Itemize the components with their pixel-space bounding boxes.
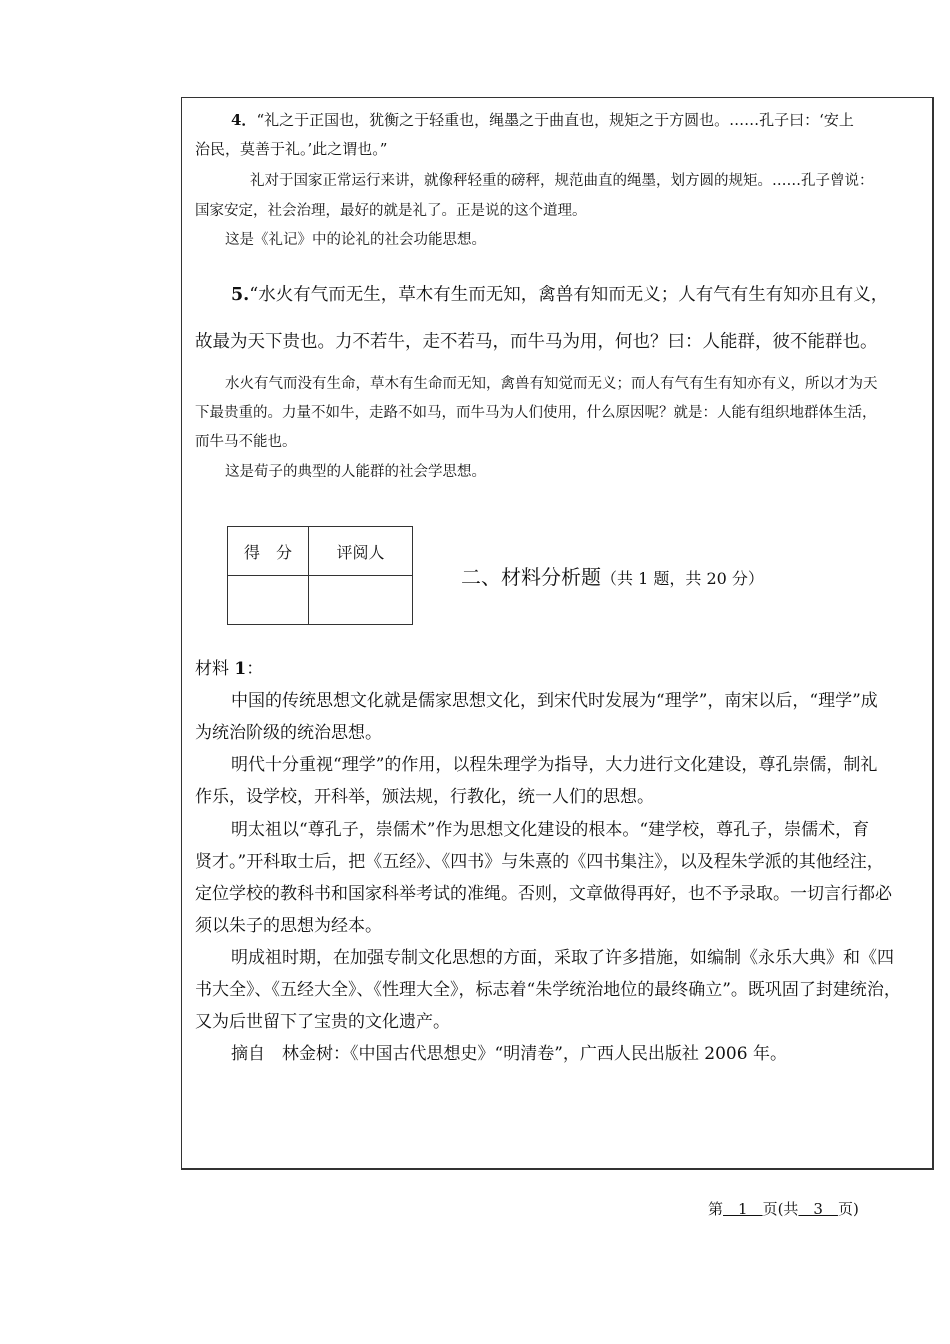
reviewer-header: 评阅人 xyxy=(309,527,413,576)
q4-comment: 这是《礼记》中的论礼的社会功能思想。 xyxy=(225,232,486,248)
material-line: 又为后世留下了宝贵的文化遗产。 xyxy=(195,1012,450,1032)
material-label: 材料 1： xyxy=(195,659,264,679)
q5-translation-line1: 水火有气而没有生命，草木有生命而无知，禽兽有知觉而无义；而人有气有生有知亦有义，所以才为天 xyxy=(225,376,878,392)
q5-comment: 这是荀子的典型的人能群的社会学思想。 xyxy=(225,464,486,480)
q5-quote-line2: 故最为天下贵也。力不若牛，走不若马，而牛马为用，何也？曰：人能群，彼不能群也。 xyxy=(195,332,878,352)
material-line: 作乐，设学校，开科举，颁法规，行教化，统一人们的思想。 xyxy=(195,787,654,807)
material-line: 贤才。”开科取士后，把《五经》、《四书》与朱熹的《四书集注》，以及程朱学派的其他经注， xyxy=(195,852,884,872)
material-line: 中国的传统思想文化就是儒家思想文化，到宋代时发展为“理学”，南宋以后，“理学”成 xyxy=(231,691,878,711)
q4-quote-line1: 4．“礼之于正国也，犹衡之于轻重也，绳墨之于曲直也，规矩之于方圆也。……孔子曰：‘安上 xyxy=(231,111,854,129)
q4-translation-line1: 礼对于国家正常运行来讲，就像秤轻重的磅秤，规范曲直的绳墨，划方圆的规矩。……孔子曾说： xyxy=(250,173,874,189)
material-line: 须以朱子的思想为经本。 xyxy=(195,916,382,936)
page-number: 第 1 页(共 3 页) xyxy=(708,1200,859,1218)
q5-quote-line1: 5.“水火有气而无生，草木有生而无知，禽兽有知而无义；人有气有生有知亦且有义， xyxy=(231,285,889,305)
material-line: 书大全》、《五经大全》、《性理大全》，标志着“朱学统治地位的最终确立”。既巩固了封建统治， xyxy=(195,980,901,1000)
q4-translation-line2: 国家安定，社会治理，最好的就是礼了。正是说的这个道理。 xyxy=(195,203,587,219)
q4-number: 4． xyxy=(231,111,257,129)
section-title: 二、材料分析题（共 1 题，共 20 分） xyxy=(461,565,764,589)
q5-number: 5. xyxy=(231,285,250,305)
q5-translation-line3: 而牛马不能也。 xyxy=(195,434,297,450)
material-citation: 摘自 林金树：《中国古代思想史》“明清卷”，广西人民出版社 2006 年。 xyxy=(231,1044,787,1064)
material-line: 明太祖以“尊孔子，崇儒术”作为思想文化建设的根本。“建学校，尊孔子，崇儒术，育 xyxy=(231,820,870,840)
reviewer-cell[interactable] xyxy=(309,576,413,625)
q4-quote-line2: 治民，莫善于礼。’此之谓也。” xyxy=(195,140,388,158)
score-table xyxy=(227,526,413,625)
score-cell[interactable] xyxy=(228,576,309,625)
material-line: 明成祖时期，在加强专制文化思想的方面，采取了许多措施，如编制《永乐大典》和《四 xyxy=(231,948,894,968)
section-note: （共 1 题，共 20 分） xyxy=(601,569,764,588)
score-header: 得 分 xyxy=(228,527,309,576)
current-page: 1 xyxy=(723,1200,763,1218)
material-line: 定位学校的教科书和国家科举考试的准绳。否则，文章做得再好，也不予录取。一切言行都必 xyxy=(195,884,892,904)
material-line: 明代十分重视“理学”的作用，以程朱理学为指导，大力进行文化建设，尊孔崇儒，制礼 xyxy=(231,755,878,775)
total-pages: 3 xyxy=(798,1200,838,1218)
material-line: 为统治阶级的统治思想。 xyxy=(195,723,382,743)
q5-translation-line2: 下最贵重的。力量不如牛，走路不如马，而牛马为人们使用，什么原因呢？就是：人能有组织地群体生活， xyxy=(195,405,877,421)
